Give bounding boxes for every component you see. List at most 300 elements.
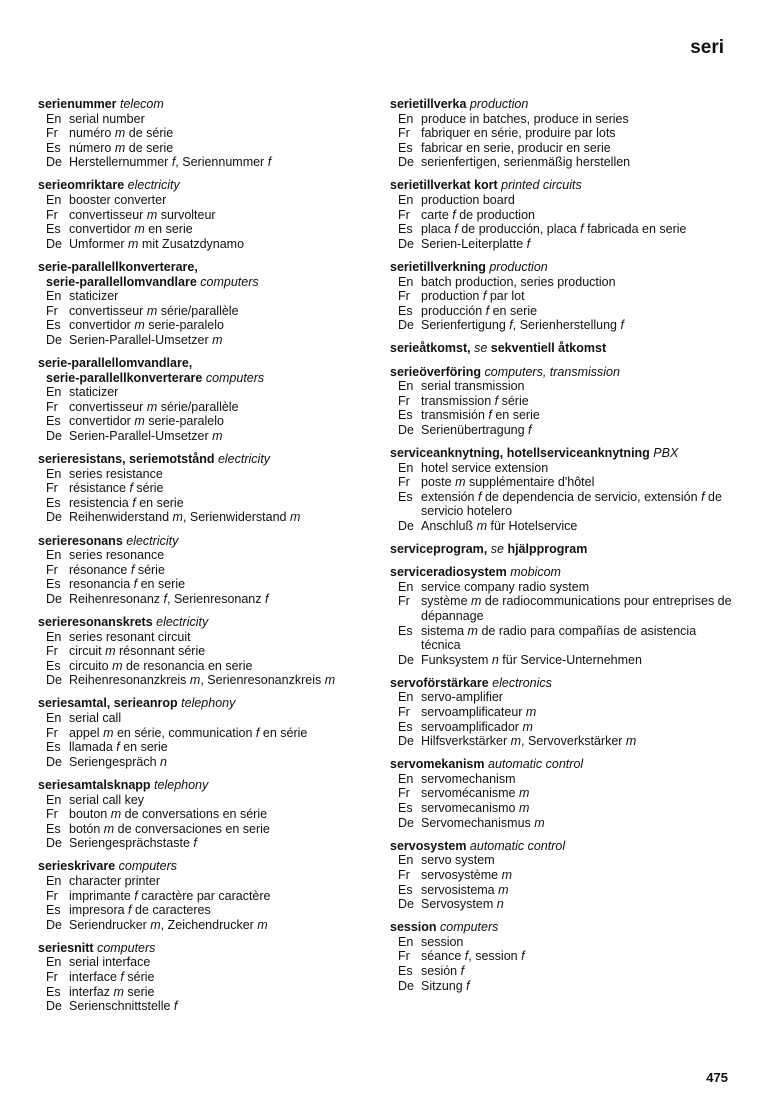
gender-marker: n bbox=[496, 897, 504, 912]
domain-label: computers, transmission bbox=[481, 364, 620, 379]
translation-text: llamada f en serie bbox=[69, 740, 168, 755]
dictionary-entry bbox=[38, 534, 378, 607]
gender-marker: m bbox=[471, 594, 482, 609]
translation-text: sistema m de radio para compañías de asistencia técnica bbox=[421, 623, 697, 653]
language-code: En bbox=[46, 548, 62, 563]
language-code: En bbox=[46, 193, 62, 208]
translation-text: servoamplificador m bbox=[421, 719, 533, 734]
language-code: De bbox=[398, 422, 414, 437]
language-code: Es bbox=[46, 658, 61, 673]
language-code: De bbox=[398, 734, 414, 749]
language-code: Fr bbox=[46, 725, 58, 740]
translation-text: Reihenwiderstand m, Serienwiderstand m bbox=[69, 510, 301, 525]
translation-line bbox=[390, 690, 735, 705]
translation-line bbox=[390, 112, 735, 127]
translation-line bbox=[38, 630, 378, 645]
translation-text: bouton m de conversations en série bbox=[69, 807, 268, 822]
headword: hjälpprogram bbox=[503, 542, 588, 557]
translation-line bbox=[390, 705, 735, 720]
gender-marker: m bbox=[525, 704, 537, 719]
translation-text: Hilfsverkstärker m, Servoverkstärker m bbox=[421, 734, 637, 749]
language-code: En bbox=[398, 579, 414, 594]
language-code: Fr bbox=[398, 594, 410, 609]
translation-text: Funksystem n für Service-Unternehmen bbox=[421, 652, 642, 667]
translation-text: Serienfertigung f, Serienherstellung f bbox=[421, 318, 624, 333]
translation-line bbox=[390, 423, 735, 438]
headword: serviceprogram, bbox=[390, 542, 488, 557]
gender-marker: f bbox=[267, 155, 272, 170]
entry-headword bbox=[38, 356, 378, 385]
translation-text: hotel service extension bbox=[421, 460, 549, 475]
gender-marker: m bbox=[518, 801, 530, 816]
headword: serieresonans bbox=[38, 533, 123, 548]
language-code: Es bbox=[46, 318, 61, 333]
translation-text: Serien-Parallel-Umsetzer m bbox=[69, 428, 223, 443]
translation-text: series resistance bbox=[69, 466, 163, 481]
entry-headword bbox=[390, 839, 735, 854]
language-code: En bbox=[398, 379, 414, 394]
headword: serie-parallellkonverterare, bbox=[38, 259, 198, 274]
translation-text: character printer bbox=[69, 874, 161, 888]
gender-marker: m bbox=[103, 821, 115, 836]
translation-text: fabricar en serie, producir en serie bbox=[421, 140, 611, 155]
domain-label: mobicom bbox=[506, 565, 561, 580]
headword: serie-parallellomvandlare bbox=[46, 274, 197, 289]
translation-text: servomechanism bbox=[421, 771, 516, 786]
translation-line bbox=[38, 548, 378, 563]
entry-headword bbox=[390, 542, 735, 557]
dictionary-entry bbox=[38, 696, 378, 769]
domain-label: telecom bbox=[116, 97, 164, 111]
translation-line bbox=[38, 289, 378, 304]
translation-text: session bbox=[421, 934, 464, 949]
gender-marker: m bbox=[324, 673, 336, 688]
entry-headword bbox=[38, 615, 378, 630]
domain-label: electricity bbox=[124, 178, 180, 193]
translation-line bbox=[390, 126, 735, 141]
translation-line bbox=[38, 563, 378, 578]
gender-marker: m bbox=[476, 518, 488, 533]
entry-headword bbox=[390, 97, 735, 112]
gender-marker: m bbox=[212, 332, 223, 347]
language-code: Fr bbox=[46, 970, 58, 985]
language-code: Es bbox=[46, 414, 61, 429]
domain-label: automatic control bbox=[484, 757, 584, 772]
dictionary-entry bbox=[390, 565, 735, 667]
dictionary-entry bbox=[390, 341, 735, 356]
translation-line bbox=[38, 822, 378, 837]
guide-word: seri bbox=[690, 37, 724, 58]
language-code: De bbox=[46, 510, 62, 525]
translation-text: sesión f bbox=[421, 963, 465, 978]
gender-marker: f bbox=[580, 222, 584, 237]
gender-marker: m bbox=[212, 428, 223, 443]
translation-line bbox=[390, 318, 735, 333]
translation-line bbox=[38, 999, 378, 1014]
translation-line bbox=[38, 673, 378, 688]
headword: serieåtkomst, bbox=[390, 341, 471, 356]
translation-text: résonance f série bbox=[69, 562, 165, 577]
translation-text: interfaz m serie bbox=[69, 984, 155, 999]
language-code: Es bbox=[46, 222, 61, 237]
translation-line bbox=[390, 964, 735, 979]
language-code: Es bbox=[398, 623, 413, 638]
language-code: Es bbox=[46, 984, 61, 999]
gender-marker: f bbox=[452, 207, 456, 222]
translation-text: fabriquer en série, produire par lots bbox=[421, 126, 616, 141]
entry-headword bbox=[38, 178, 378, 193]
translation-line bbox=[38, 903, 378, 918]
gender-marker: f bbox=[134, 888, 138, 903]
language-code: De bbox=[398, 652, 414, 667]
gender-marker: f bbox=[264, 591, 269, 606]
gender-marker: f bbox=[521, 949, 525, 964]
translation-text: servomecanismo m bbox=[421, 801, 530, 816]
language-code: De bbox=[46, 591, 62, 606]
translation-line bbox=[38, 414, 378, 429]
language-code: En bbox=[46, 792, 62, 807]
dictionary-entry bbox=[38, 615, 378, 688]
entry-headword bbox=[38, 452, 378, 467]
translation-line bbox=[390, 304, 735, 319]
gender-marker: n bbox=[491, 652, 499, 667]
gender-marker: f bbox=[116, 740, 120, 755]
entry-headword bbox=[38, 534, 378, 549]
language-code: Fr bbox=[46, 126, 58, 141]
translation-text: séance f, session f bbox=[421, 949, 525, 964]
domain-label: computers bbox=[202, 370, 265, 385]
translation-text: Herstellernummer f, Seriennummer f bbox=[69, 155, 272, 170]
headword: serviceradiosystem bbox=[390, 565, 507, 580]
gender-marker: f bbox=[132, 495, 136, 510]
translation-text: servo-amplifier bbox=[421, 690, 503, 705]
gender-marker: f bbox=[173, 999, 178, 1014]
language-code: De bbox=[46, 155, 62, 170]
translation-line bbox=[390, 394, 735, 409]
language-code: Es bbox=[46, 821, 61, 836]
gender-marker: f bbox=[454, 222, 458, 237]
gender-marker: f bbox=[488, 408, 492, 423]
translation-text: convertidor m serie-paralelo bbox=[69, 414, 224, 429]
translation-line bbox=[38, 467, 378, 482]
translation-line bbox=[38, 836, 378, 851]
dictionary-entry bbox=[390, 542, 735, 557]
translation-line bbox=[390, 519, 735, 534]
entry-headword bbox=[38, 97, 378, 112]
language-code: De bbox=[398, 815, 414, 830]
translation-line bbox=[390, 475, 735, 490]
translation-text: Anschluß m für Hotelservice bbox=[421, 518, 578, 533]
dictionary-entry bbox=[38, 97, 378, 170]
gender-marker: f bbox=[482, 289, 487, 304]
translation-line bbox=[38, 711, 378, 726]
translation-line bbox=[390, 580, 735, 595]
translation-line bbox=[390, 772, 735, 787]
translation-text: imprimante f caractère par caractère bbox=[69, 888, 271, 903]
language-code: En bbox=[46, 955, 62, 970]
language-code: Fr bbox=[398, 126, 410, 141]
domain-label: telephony bbox=[150, 777, 209, 792]
language-code: De bbox=[46, 428, 62, 443]
translation-text: Serienschnittstelle f bbox=[69, 999, 178, 1014]
dictionary-entry bbox=[38, 941, 378, 1014]
language-code: Es bbox=[46, 140, 61, 155]
domain-label: computers bbox=[93, 940, 156, 955]
headword: serietillverkning bbox=[390, 259, 486, 274]
translation-text: Seriendrucker m, Zeichendrucker m bbox=[69, 917, 268, 932]
language-code: Fr bbox=[398, 867, 410, 882]
gender-marker: f bbox=[620, 318, 624, 333]
translation-text: servosistema m bbox=[421, 882, 509, 897]
translation-line bbox=[38, 237, 378, 252]
translation-text: servo system bbox=[421, 853, 495, 868]
translation-text: convertisseur m survolteur bbox=[69, 207, 216, 222]
headword: servosystem bbox=[390, 838, 467, 853]
language-code: Fr bbox=[46, 888, 58, 903]
dictionary-entry bbox=[390, 839, 735, 912]
translation-line bbox=[390, 935, 735, 950]
translation-line bbox=[390, 883, 735, 898]
column-left bbox=[38, 97, 378, 1022]
gender-marker: m bbox=[110, 807, 122, 822]
entry-headword bbox=[390, 365, 735, 380]
gender-marker: m bbox=[134, 318, 145, 333]
gender-marker: f bbox=[460, 963, 465, 978]
gender-marker: f bbox=[528, 422, 532, 437]
language-code: Es bbox=[46, 495, 61, 510]
translation-text: resonancia f en serie bbox=[69, 577, 186, 592]
translation-text: Reihenresonanz f, Serienresonanz f bbox=[69, 591, 269, 606]
language-code: Fr bbox=[398, 786, 410, 801]
language-code: De bbox=[46, 917, 62, 932]
translation-text: circuit m résonnant série bbox=[69, 644, 206, 659]
headword: serieomriktare bbox=[38, 178, 125, 193]
translation-line bbox=[38, 112, 378, 127]
translation-text: Reihenresonanzkreis m, Serienresonanzkreis m bbox=[69, 673, 336, 688]
gender-marker: m bbox=[105, 644, 116, 659]
language-code: De bbox=[46, 754, 62, 769]
gender-marker: m bbox=[189, 673, 201, 688]
language-code: En bbox=[398, 690, 414, 705]
dictionary-entry bbox=[390, 178, 735, 251]
language-code: En bbox=[398, 274, 414, 289]
translation-line bbox=[38, 193, 378, 208]
headword: servomekanism bbox=[390, 757, 485, 772]
domain-label: electricity bbox=[152, 615, 209, 629]
gender-marker: m bbox=[114, 140, 126, 155]
language-code: En bbox=[46, 111, 62, 126]
translation-line bbox=[38, 740, 378, 755]
gender-marker: f bbox=[701, 489, 705, 504]
translation-text: Serien-Parallel-Umsetzer m bbox=[69, 332, 223, 347]
entry-headword bbox=[390, 260, 735, 275]
language-code: De bbox=[46, 999, 62, 1014]
domain-label: computers bbox=[115, 859, 177, 874]
domain-label: production bbox=[466, 97, 529, 111]
headword: seriesnitt bbox=[38, 940, 94, 955]
translation-line bbox=[390, 289, 735, 304]
translation-line bbox=[38, 807, 378, 822]
gender-marker: f bbox=[128, 903, 132, 918]
translation-text: servomécanisme m bbox=[421, 786, 530, 801]
language-code: En bbox=[398, 853, 414, 868]
translation-line bbox=[38, 304, 378, 319]
gender-marker: m bbox=[625, 734, 637, 749]
entry-headword bbox=[390, 446, 735, 461]
translation-line bbox=[390, 155, 735, 170]
translation-line bbox=[38, 222, 378, 237]
language-code: De bbox=[398, 978, 414, 993]
headword: serienummer bbox=[38, 97, 117, 111]
translation-text: botón m de conversaciones en serie bbox=[69, 821, 270, 836]
gender-marker: m bbox=[518, 786, 530, 801]
translation-text: Seriengesprächstaste f bbox=[69, 836, 197, 851]
language-code: De bbox=[46, 236, 62, 251]
language-code: De bbox=[46, 836, 62, 851]
headword: serieresonanskrets bbox=[38, 615, 153, 629]
translation-line bbox=[38, 577, 378, 592]
language-code: De bbox=[398, 318, 414, 333]
translation-line bbox=[390, 853, 735, 868]
translation-text: Umformer m mit Zusatzdynamo bbox=[69, 236, 245, 251]
domain-label: computers bbox=[436, 920, 499, 935]
entry-headword bbox=[390, 565, 735, 580]
gender-marker: f bbox=[129, 481, 133, 496]
language-code: Es bbox=[398, 408, 413, 423]
column-right bbox=[390, 97, 735, 1002]
entry-headword bbox=[38, 696, 378, 711]
language-code: Fr bbox=[46, 481, 58, 496]
translation-text: serial interface bbox=[69, 955, 151, 970]
domain-label: se bbox=[470, 341, 488, 356]
translation-text: serial number bbox=[69, 111, 145, 126]
translation-line bbox=[390, 624, 735, 653]
language-code: Fr bbox=[398, 289, 410, 304]
headword: seriesamtalsknapp bbox=[38, 777, 151, 792]
language-code: Fr bbox=[46, 644, 58, 659]
translation-line bbox=[38, 385, 378, 400]
language-code: En bbox=[398, 934, 414, 949]
translation-line bbox=[390, 653, 735, 668]
domain-label: electricity bbox=[214, 452, 271, 467]
translation-line bbox=[390, 897, 735, 912]
dictionary-entry bbox=[390, 757, 735, 830]
language-code: De bbox=[46, 332, 62, 347]
translation-text: Seriengespräch n bbox=[69, 754, 167, 769]
dictionary-entry bbox=[390, 446, 735, 534]
translation-line bbox=[390, 594, 735, 623]
translation-text: producción f en serie bbox=[421, 303, 538, 318]
translation-text: transmisión f en serie bbox=[421, 408, 540, 423]
translation-line bbox=[390, 208, 735, 223]
language-code: Es bbox=[46, 740, 61, 755]
translation-line bbox=[390, 141, 735, 156]
translation-text: appel m en série, communication f en série bbox=[69, 725, 308, 740]
translation-line bbox=[38, 918, 378, 933]
gender-marker: f bbox=[133, 577, 138, 592]
entry-headword bbox=[390, 341, 735, 356]
translation-line bbox=[38, 726, 378, 741]
gender-marker: f bbox=[130, 562, 135, 577]
entry-headword bbox=[390, 676, 735, 691]
translation-line bbox=[38, 755, 378, 770]
gender-marker: m bbox=[534, 815, 545, 830]
entry-headword bbox=[38, 260, 378, 289]
translation-line bbox=[390, 379, 735, 394]
gender-marker: m bbox=[134, 222, 145, 237]
translation-line bbox=[390, 949, 735, 964]
translation-line bbox=[390, 786, 735, 801]
translation-text: transmission f série bbox=[421, 393, 529, 408]
gender-marker: m bbox=[510, 734, 522, 749]
translation-line bbox=[390, 461, 735, 476]
translation-line bbox=[38, 955, 378, 970]
translation-text: production f par lot bbox=[421, 289, 525, 304]
translation-text: production board bbox=[421, 193, 515, 208]
translation-text: Serienübertragung f bbox=[421, 422, 532, 437]
language-code: En bbox=[46, 874, 62, 888]
gender-marker: f bbox=[494, 393, 499, 408]
translation-text: convertidor m serie-paralelo bbox=[69, 318, 224, 333]
language-code: De bbox=[398, 155, 414, 170]
entry-headword bbox=[38, 778, 378, 793]
domain-label: se bbox=[487, 542, 504, 557]
gender-marker: m bbox=[172, 510, 183, 525]
translation-line bbox=[390, 193, 735, 208]
gender-marker: f bbox=[120, 970, 124, 985]
entry-headword bbox=[390, 757, 735, 772]
translation-text: Servomechanismus m bbox=[421, 815, 545, 830]
dictionary-entry bbox=[38, 178, 378, 251]
language-code: En bbox=[398, 193, 414, 208]
gender-marker: m bbox=[150, 917, 161, 932]
dictionary-entry bbox=[390, 365, 735, 438]
language-code: Fr bbox=[398, 704, 410, 719]
gender-marker: m bbox=[522, 719, 533, 734]
language-code: Fr bbox=[398, 207, 410, 222]
translation-line bbox=[390, 816, 735, 831]
headword: seriesamtal, serieanrop bbox=[38, 696, 178, 711]
translation-line bbox=[390, 237, 735, 252]
dictionary-entry bbox=[390, 260, 735, 333]
translation-text: résistance f série bbox=[69, 481, 164, 496]
gender-marker: m bbox=[146, 399, 158, 414]
translation-text: resistencia f en serie bbox=[69, 495, 184, 510]
translation-text: convertidor m en serie bbox=[69, 222, 193, 237]
language-code: Es bbox=[398, 489, 413, 504]
gender-marker: m bbox=[134, 414, 145, 429]
gender-marker: m bbox=[113, 984, 124, 999]
language-code: De bbox=[398, 897, 414, 912]
domain-label: electronics bbox=[488, 675, 552, 690]
entry-headword bbox=[38, 859, 378, 874]
language-code: De bbox=[46, 673, 62, 688]
language-code: En bbox=[398, 460, 414, 475]
dictionary-entry bbox=[390, 97, 735, 170]
translation-text: booster converter bbox=[69, 193, 167, 208]
translation-line bbox=[38, 592, 378, 607]
translation-line bbox=[38, 481, 378, 496]
headword: serietillverkat kort bbox=[390, 178, 498, 193]
gender-marker: f bbox=[485, 303, 490, 318]
translation-line bbox=[38, 141, 378, 156]
translation-line bbox=[390, 801, 735, 816]
headword: serieskrivare bbox=[38, 859, 116, 874]
language-code: Es bbox=[398, 719, 413, 734]
translation-line bbox=[38, 126, 378, 141]
translation-line bbox=[38, 510, 378, 525]
translation-text: extensión f de dependencia de servicio, extensión f de servicio hotelero bbox=[421, 489, 722, 519]
